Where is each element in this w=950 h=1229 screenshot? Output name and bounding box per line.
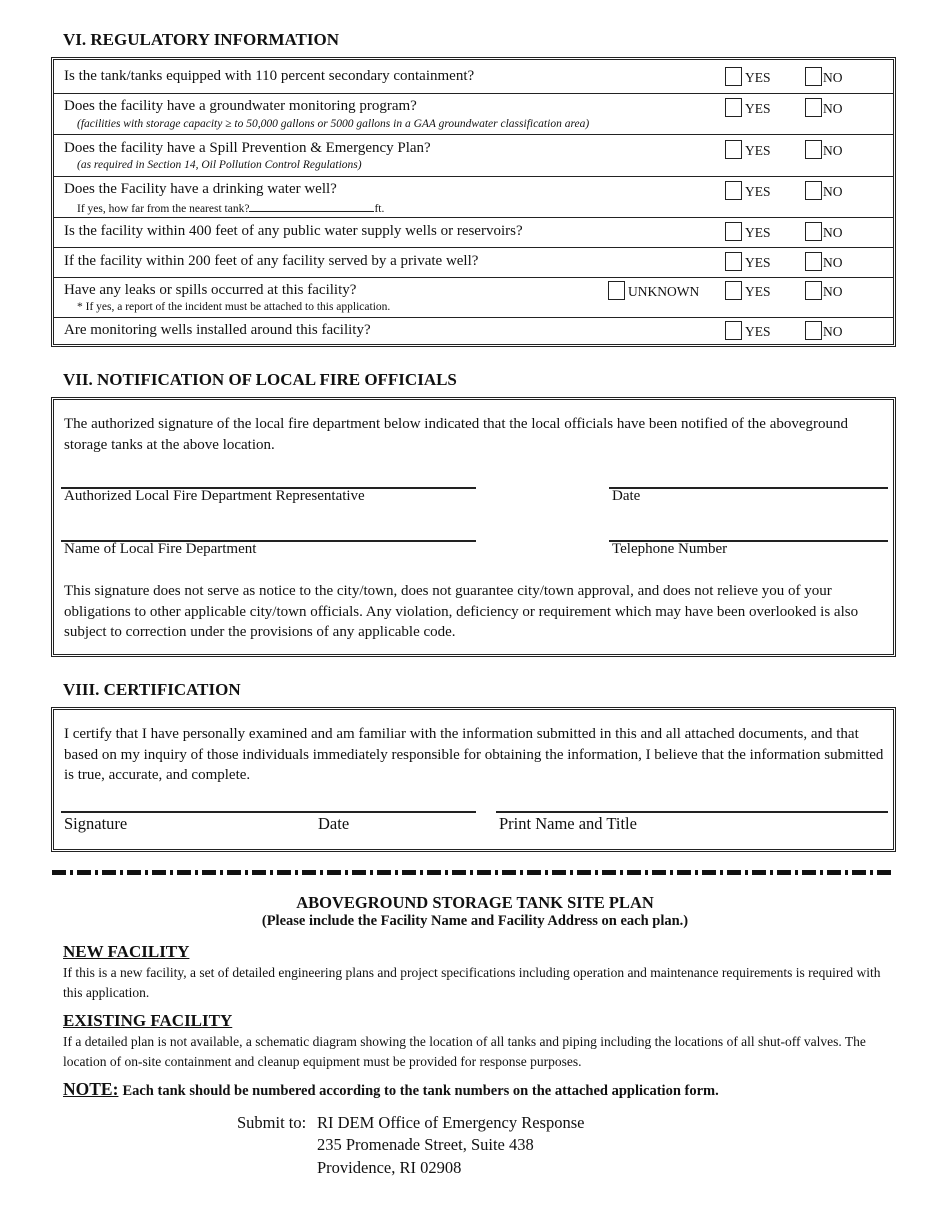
question-text: Does the facility have a groundwater monitoring program? bbox=[64, 98, 417, 114]
note-text: Each tank should be numbered according to the tank numbers on the attached application form. bbox=[122, 1083, 719, 1099]
question-text: Are monitoring wells installed around this facility? bbox=[64, 322, 371, 338]
dashed-separator bbox=[52, 870, 895, 875]
no-checkbox[interactable] bbox=[805, 98, 822, 117]
question-text: Have any leaks or spills occurred at this facility? bbox=[64, 282, 357, 298]
question-row bbox=[54, 277, 893, 318]
question-note: * If yes, a report of the incident must be attached to this application. bbox=[77, 301, 391, 313]
yes-checkbox[interactable] bbox=[725, 181, 742, 200]
fire-date-label: Date bbox=[612, 488, 641, 504]
yes-label: YES bbox=[745, 184, 771, 199]
question-text: If the facility within 200 feet of any facility served by a private well? bbox=[64, 253, 479, 269]
fire-dept-label: Name of Local Fire Department bbox=[64, 541, 257, 557]
address-line-1: RI DEM Office of Emergency Response bbox=[317, 1113, 585, 1132]
question-row bbox=[54, 60, 893, 94]
question-row bbox=[54, 317, 893, 344]
certification-text: I certify that I have personally examined and am familiar with the information submitted in this and all attached documents, and that based on my inquiry of those individuals immediately responsible for obtaining the information, I believe that the information submitted is true, accurate, and complete. bbox=[64, 726, 884, 783]
question-note: (facilities with storage capacity ≥ to 50,000 gallons or 5000 gallons in a GAA groundwater classification area) bbox=[77, 118, 590, 130]
no-label: NO bbox=[823, 184, 843, 199]
no-checkbox[interactable] bbox=[805, 67, 822, 86]
print-name-line[interactable] bbox=[496, 811, 888, 813]
fire-intro-text: The authorized signature of the local fire department below indicated that the local officials have been notified of the aboveground storage tanks at the above location. bbox=[64, 416, 849, 453]
no-checkbox[interactable] bbox=[805, 321, 822, 340]
section-8-title: VIII. CERTIFICATION bbox=[63, 680, 241, 699]
no-label: NO bbox=[823, 284, 843, 299]
question-row bbox=[54, 247, 893, 278]
fire-date-line[interactable] bbox=[609, 487, 888, 489]
unknown-label: UNKNOWN bbox=[628, 284, 700, 299]
no-label: NO bbox=[823, 255, 843, 270]
well-distance-unit: ft. bbox=[374, 203, 385, 215]
fire-notification-box bbox=[51, 397, 896, 657]
note-label: NOTE: bbox=[63, 1079, 119, 1099]
site-plan-subtitle: (Please include the Facility Name and Facility Address on each plan.) bbox=[261, 913, 689, 929]
question-row bbox=[54, 176, 893, 218]
no-label: NO bbox=[823, 70, 843, 85]
no-label: NO bbox=[823, 225, 843, 240]
no-checkbox[interactable] bbox=[805, 181, 822, 200]
yes-checkbox[interactable] bbox=[725, 222, 742, 241]
yes-label: YES bbox=[745, 225, 771, 240]
yes-checkbox[interactable] bbox=[725, 281, 742, 300]
no-checkbox[interactable] bbox=[805, 140, 822, 159]
yes-label: YES bbox=[745, 284, 771, 299]
new-facility-heading: NEW FACILITY bbox=[63, 942, 190, 961]
question-text: Is the facility within 400 feet of any public water supply wells or reservoirs? bbox=[64, 223, 523, 239]
new-facility-text: If this is a new facility, a set of detailed engineering plans and project specifications including operation and maintenance requirements is required with this application. bbox=[63, 965, 881, 1000]
signature-label: Signature bbox=[64, 814, 128, 833]
well-distance-prompt: If yes, how far from the nearest tank? bbox=[77, 203, 250, 215]
address-line-2: 235 Promenade Street, Suite 438 bbox=[317, 1135, 534, 1154]
yes-checkbox[interactable] bbox=[725, 98, 742, 117]
existing-facility-text: If a detailed plan is not available, a schematic diagram showing the location of all tanks and piping including the locations of all shut-off valves. The location of on-site containment and cleanup equipment must be provided for response purposes. bbox=[63, 1034, 866, 1069]
section-7-title: VII. NOTIFICATION OF LOCAL FIRE OFFICIALS bbox=[63, 370, 457, 389]
no-checkbox[interactable] bbox=[805, 252, 822, 271]
site-plan-title: ABOVEGROUND STORAGE TANK SITE PLAN bbox=[296, 893, 654, 912]
existing-facility-heading: EXISTING FACILITY bbox=[63, 1011, 233, 1030]
yes-label: YES bbox=[745, 70, 771, 85]
question-row bbox=[54, 93, 893, 135]
yes-checkbox[interactable] bbox=[725, 67, 742, 86]
question-note: (as required in Section 14, Oil Pollution Control Regulations) bbox=[77, 159, 362, 171]
no-checkbox[interactable] bbox=[805, 281, 822, 300]
yes-checkbox[interactable] bbox=[725, 252, 742, 271]
no-label: NO bbox=[823, 143, 843, 158]
question-row bbox=[54, 134, 893, 177]
question-text: Is the tank/tanks equipped with 110 percent secondary containment? bbox=[64, 68, 475, 84]
signature-date-line[interactable] bbox=[61, 811, 476, 813]
address-line-3: Providence, RI 02908 bbox=[317, 1158, 462, 1177]
no-checkbox[interactable] bbox=[805, 222, 822, 241]
yes-label: YES bbox=[745, 143, 771, 158]
print-name-label: Print Name and Title bbox=[499, 814, 637, 833]
certification-box bbox=[51, 707, 896, 852]
yes-label: YES bbox=[745, 101, 771, 116]
cert-date-label: Date bbox=[318, 814, 350, 833]
regulatory-table bbox=[51, 57, 896, 347]
well-distance-note bbox=[77, 201, 384, 215]
fire-disclaimer-text: This signature does not serve as notice to the city/town, does not guarantee city/town approval, and does not relieve you of your obligations to other applicable city/town officials. Any violation, deficiency or requirement which may have been overlooked is also subject to correction under the provisions of any applicable code. bbox=[64, 583, 859, 640]
yes-label: YES bbox=[745, 324, 771, 339]
well-distance-field[interactable] bbox=[249, 201, 374, 212]
no-label: NO bbox=[823, 324, 843, 339]
unknown-checkbox[interactable] bbox=[608, 281, 625, 300]
no-label: NO bbox=[823, 101, 843, 116]
question-row bbox=[54, 217, 893, 248]
yes-checkbox[interactable] bbox=[725, 140, 742, 159]
note-line bbox=[63, 1079, 719, 1100]
submit-to-label: Submit to: bbox=[237, 1113, 307, 1132]
question-text: Does the facility have a Spill Prevention & Emergency Plan? bbox=[64, 140, 431, 156]
fire-phone-label: Telephone Number bbox=[612, 541, 728, 557]
question-text: Does the Facility have a drinking water well? bbox=[64, 181, 337, 197]
fire-rep-label: Authorized Local Fire Department Representative bbox=[64, 488, 365, 504]
section-6-title: VI. REGULATORY INFORMATION bbox=[63, 30, 339, 49]
yes-label: YES bbox=[745, 255, 771, 270]
yes-checkbox[interactable] bbox=[725, 321, 742, 340]
